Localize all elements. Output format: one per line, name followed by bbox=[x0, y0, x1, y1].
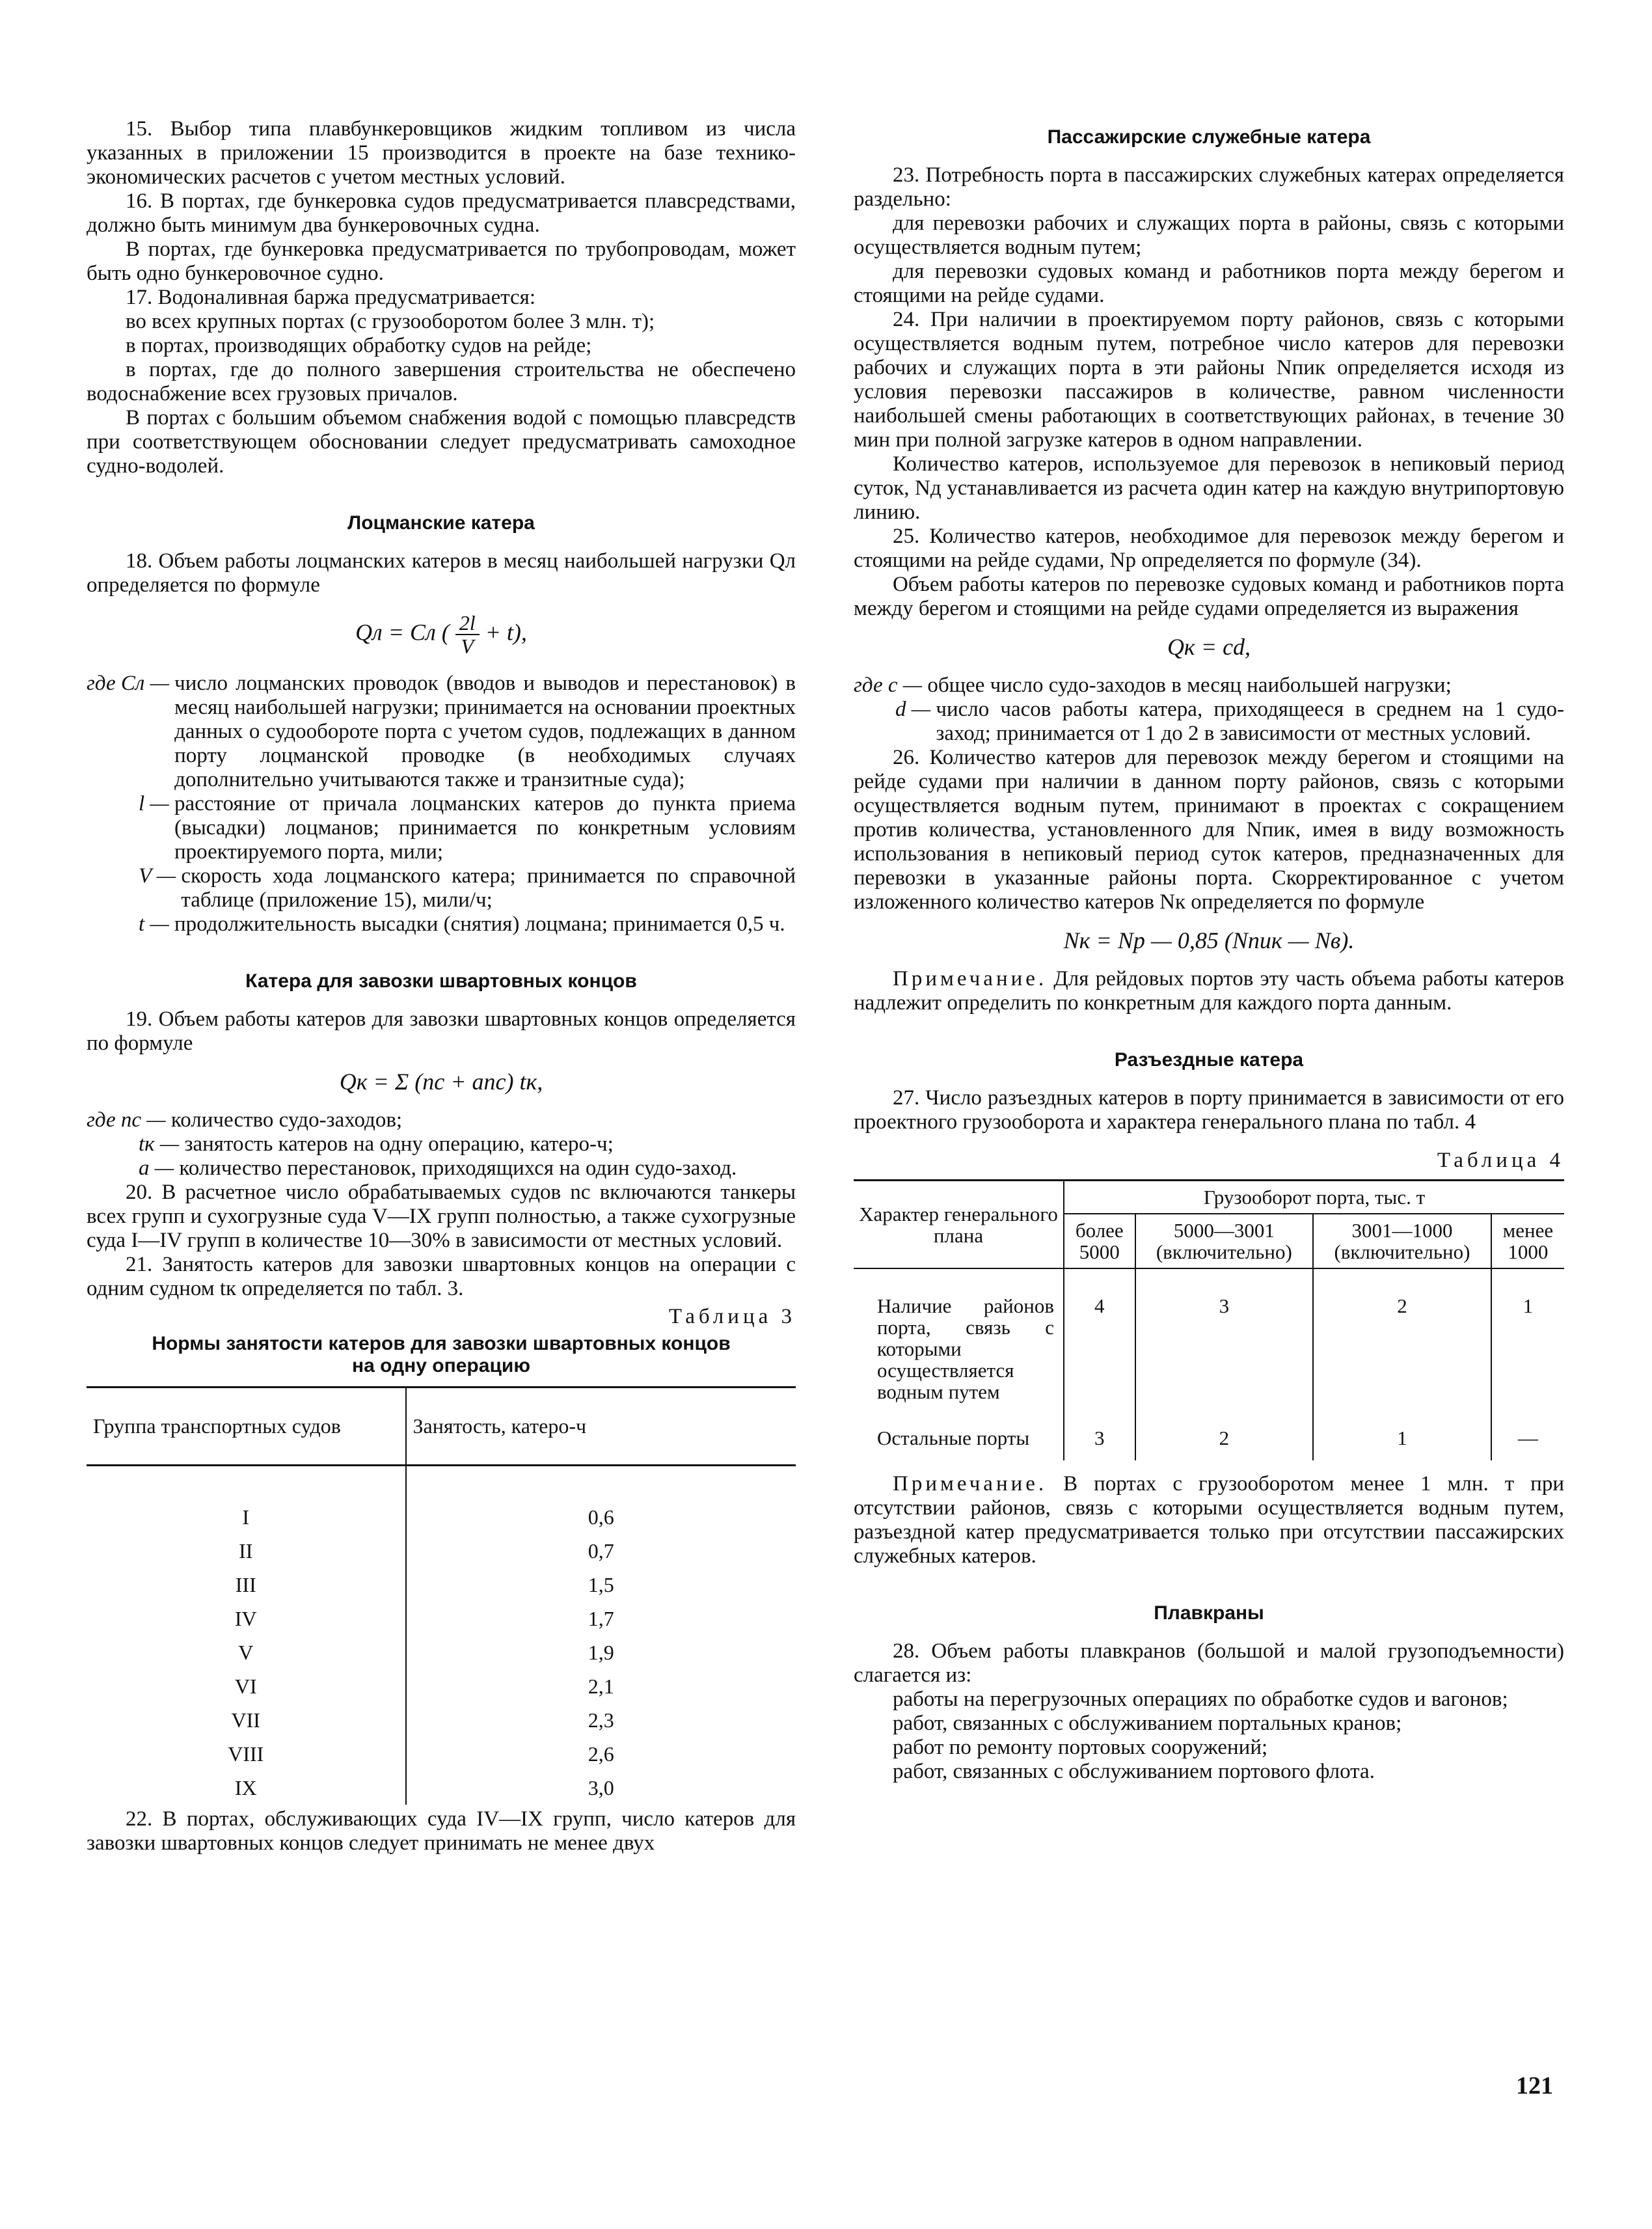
table-4-header-character: Характер генерального плана bbox=[854, 1181, 1064, 1269]
table-4-cell: 2 bbox=[1313, 1268, 1491, 1414]
heading-mooring-boats: Катера для завозки швартовных концов bbox=[245, 970, 637, 992]
table-3-value-cell: 2,6 bbox=[406, 1737, 796, 1771]
heading-pilot-boats: Лоцманские катера bbox=[347, 512, 535, 534]
table-4-row bbox=[854, 1414, 1564, 1460]
paragraph-17: 17. Водоналивная баржа предусматривается: bbox=[126, 286, 536, 309]
formula-19: Qк = Σ (nс + anс) tк, bbox=[339, 1069, 543, 1095]
paragraph-26: 26. Количество катеров для перевозок между берегом и стоящими на рейде судами при наличии в данном порту районов, связь с которыми осуществляется водным путем, принимают в проектах с сокращением против количества, установленного для Nпик, имея в виду возможность использования в непиковый период суток катеров, предназначенных для перевозки в указанные районы порта. Скорректированное с учетом изложенного количество катеров Nк определяется по формуле bbox=[854, 746, 1564, 914]
paragraph-21: 21. Занятость катеров для завозки швартовных концов на операции с одним судном tк определяется по табл. 3. bbox=[87, 1253, 796, 1300]
table-3-group-cell: V bbox=[238, 1641, 254, 1664]
table-row bbox=[87, 1602, 796, 1635]
table-3-value-cell: 1,7 bbox=[406, 1602, 796, 1635]
table-4-col-header: 5000—3001 (включительно) bbox=[1135, 1214, 1314, 1268]
table-row bbox=[87, 1669, 796, 1703]
table-4-col-header: более 5000 bbox=[1064, 1214, 1135, 1268]
definition-item: где nс — количество судо-заходов; bbox=[87, 1108, 403, 1132]
paragraph-24: 24. При наличии в проектируемом порту районов, связь с которыми осуществляется водным путем, потребное число катеров для перевозки рабочих и служащих порта в эти районы Nпик определяется исходя из условия перевозки пассажиров в количестве, равном численности наибольшей смены работающих в соответствующих районах, в течение 30 мин при полной загрузке катеров в одном направлении. bbox=[854, 308, 1564, 452]
table-3-group-cell: III bbox=[235, 1573, 256, 1596]
note-2 bbox=[854, 1472, 1564, 1568]
heading-passenger-boats: Пассажирские служебные катера bbox=[1047, 126, 1371, 148]
table-3-value-cell: 1,9 bbox=[406, 1635, 796, 1669]
table-row bbox=[87, 1466, 796, 1535]
paragraph-23: 23. Потребность порта в пассажирских служебных катерах определяется раздельно: bbox=[854, 163, 1564, 211]
definition-item: где Cл — число лоцманских проводок (вводов и выводов и перестановок) в месяц наибольшей нагрузки; принимается на основании проектных данных о судообороте порта с учетом судов, подлежащих в данном порту лоцманской проводке (в необходимых случаях дополнительно учитываются также и транзитные суда); bbox=[87, 672, 796, 791]
right-column bbox=[854, 117, 1564, 1784]
paragraph-28b: работ, связанных с обслуживанием портальных кранов; bbox=[893, 1712, 1402, 1735]
table-3-value-cell: 2,1 bbox=[406, 1669, 796, 1703]
table-4-number: Таблица 4 bbox=[1437, 1149, 1564, 1172]
heading-travel-boats: Разъездные катера bbox=[1114, 1049, 1304, 1071]
table-3-group-cell: VI bbox=[234, 1675, 257, 1698]
table-4-cell: 1 bbox=[1491, 1268, 1564, 1414]
formula-26: Nк = Nр — 0,85 (Nпик — Nв). bbox=[1063, 927, 1355, 953]
note-1-text: Для рейдовых портов эту часть объема работы катеров надлежит определить по конкретным для каждого порта данным. bbox=[854, 967, 1564, 1015]
paragraph-28a: работы на перегрузочных операциях по обработке судов и вагонов; bbox=[893, 1688, 1508, 1711]
definitions-18 bbox=[87, 672, 796, 937]
definition-item: l — расстояние от причала лоцманских катеров до пункта приема (высадки) лоцманов; принимается по конкретным условиям проектируемого порта, мили; bbox=[139, 792, 796, 864]
definition-item: d — число часов работы катера, приходящееся в среднем на 1 судо-заход; принимается от 1 до 2 в зависимости от местных условий. bbox=[895, 698, 1564, 745]
heading-floating-cranes: Плавкраны bbox=[1154, 1602, 1264, 1624]
formula-18-fraction bbox=[455, 612, 480, 657]
paragraph-16: 16. В портах, где бункеровка судов предусматривается плавсредствами, должно быть минимум два бункеровочных судна. bbox=[87, 189, 796, 237]
table-3-value-cell: 3,0 bbox=[406, 1771, 796, 1805]
paragraph-19: 19. Объем работы катеров для завозки швартовных концов определяется по формуле bbox=[87, 1007, 796, 1055]
paragraph-17a: во всех крупных портах (с грузооборотом более 3 млн. т); bbox=[126, 310, 655, 333]
note-1 bbox=[854, 967, 1564, 1015]
paragraph-20: 20. В расчетное число обрабатываемых судов nс включаются танкеры всех групп и сухогрузные суда V—IX групп полностью, а также сухогрузные суда I—IV групп в количестве 10—30% в зависимости от местных условий. bbox=[87, 1181, 796, 1252]
table-row bbox=[87, 1568, 796, 1602]
table-4-row-label: Остальные порты bbox=[877, 1427, 1030, 1449]
note-1-label: Примечание. bbox=[893, 967, 1048, 991]
table-3-body bbox=[87, 1466, 796, 1805]
paragraph-28c: работ по ремонту портовых сооружений; bbox=[893, 1736, 1268, 1759]
table-3-value-cell: 0,7 bbox=[406, 1534, 796, 1568]
table-row bbox=[87, 1703, 796, 1737]
table-4-cell: 2 bbox=[1135, 1414, 1314, 1460]
table-3-group-cell: I bbox=[242, 1505, 250, 1529]
definitions-25 bbox=[854, 674, 1564, 746]
table-4-cell: 3 bbox=[1064, 1414, 1135, 1460]
table-4-row-label: Наличие районов порта, связь с которыми осуществляется водным путем bbox=[877, 1294, 1054, 1403]
definition-item: где c — общее число судо-заходов в месяц наибольшей нагрузки; bbox=[854, 674, 1452, 697]
table-3-header-occupancy: Занятость, катеро-ч bbox=[406, 1388, 796, 1466]
table-4-col-header: менее 1000 bbox=[1491, 1214, 1564, 1268]
table-4-cell: 1 bbox=[1313, 1414, 1491, 1460]
paragraph-24b: Количество катеров, используемое для перевозок в непиковый период суток, Nд устанавливается из расчета один катер на каждую внутрипортовую линию. bbox=[854, 452, 1564, 524]
paragraph-15: 15. Выбор типа плавбункеровщиков жидким топливом из числа указанных в приложении 15 производится в проекте на базе технико-экономических расчетов с учетом местных условий. bbox=[87, 117, 796, 189]
formula-18-numerator: 2l bbox=[455, 612, 480, 635]
table-3-group-cell: II bbox=[239, 1539, 253, 1563]
left-column bbox=[87, 117, 796, 1855]
table-3-group-cell: VIII bbox=[228, 1742, 264, 1766]
table-4-cell: 4 bbox=[1064, 1268, 1135, 1414]
paragraph-23b: для перевозки судовых команд и работников порта между берегом и стоящими на рейде судами. bbox=[854, 260, 1564, 307]
note-2-text: В портах с грузооборотом менее 1 млн. т при отсутствии районов, связь с которыми осуществляется водным путем, разъездной катер предусматривается только при отсутствии пассажирских служебных катеров. bbox=[854, 1472, 1564, 1568]
table-row bbox=[87, 1635, 796, 1669]
table-row bbox=[87, 1534, 796, 1568]
table-row bbox=[87, 1771, 796, 1805]
paragraph-18: 18. Объем работы лоцманских катеров в месяц наибольшей нагрузки Qл определяется по формуле bbox=[87, 549, 796, 597]
page-number: 121 bbox=[1516, 2072, 1553, 2099]
table-3-value-cell: 0,6 bbox=[406, 1466, 796, 1535]
paragraph-25: 25. Количество катеров, необходимое для перевозок между берегом и стоящими на рейде судами, Nр определяется по формуле (34). bbox=[854, 525, 1564, 572]
table-3-title: Нормы занятости катеров для завозки швартовных концов на одну операцию bbox=[152, 1333, 731, 1376]
table-4-header-turnover: Грузооборот порта, тыс. т bbox=[1064, 1181, 1564, 1214]
table-3-group-cell: IX bbox=[234, 1776, 257, 1799]
paragraph-27: 27. Число разъездных катеров в порту принимается в зависимости от его проектного грузооборота и характера генерального плана по табл. 4 bbox=[854, 1086, 1564, 1134]
paragraph-25b: Объем работы катеров по перевозке судовых команд и работников порта между берегом и стоящими на рейде судами определяется из выражения bbox=[854, 573, 1564, 620]
formula-18 bbox=[87, 612, 796, 657]
definitions-19 bbox=[87, 1108, 796, 1181]
table-4 bbox=[854, 1179, 1564, 1460]
formula-18-lhs: Qл = Cл ( bbox=[355, 619, 450, 646]
table-3-group-cell: IV bbox=[234, 1607, 257, 1630]
paragraph-17b: в портах, производящих обработку судов на рейде; bbox=[126, 334, 592, 357]
formula-25: Qк = cd, bbox=[1167, 634, 1251, 660]
table-row bbox=[87, 1737, 796, 1771]
paragraph-22: 22. В портах, обслуживающих суда IV—IX групп, число катеров для завозки швартовных концов следует принимать не менее двух bbox=[87, 1807, 796, 1855]
formula-18-rhs: + t), bbox=[485, 619, 527, 646]
definition-item: a — количество перестановок, приходящихся на один судо-заход. bbox=[139, 1156, 737, 1180]
paragraph-17c: в портах, где до полного завершения строительства не обеспечено водоснабжение всех грузовых причалов. bbox=[87, 358, 796, 405]
paragraph-28: 28. Объем работы плавкранов (большой и малой грузоподъемности) слагается из: bbox=[854, 1639, 1564, 1687]
table-4-row bbox=[854, 1268, 1564, 1414]
table-3-header-group: Группа транспортных судов bbox=[87, 1388, 406, 1466]
note-2-label: Примечание. bbox=[893, 1472, 1048, 1496]
table-4-cell: — bbox=[1491, 1414, 1564, 1460]
definition-item: tк — занятость катеров на одну операцию, катеро-ч; bbox=[139, 1132, 614, 1156]
formula-18-denominator: V bbox=[461, 635, 474, 658]
definition-item: V — скорость хода лоцманского катера; принимается по справочной таблице (приложение 15), мили/ч; bbox=[139, 864, 796, 912]
table-3-value-cell: 1,5 bbox=[406, 1568, 796, 1602]
table-3-number: Таблица 3 bbox=[668, 1305, 796, 1328]
paragraph-16b: В портах, где бункеровка предусматривается по трубопроводам, может быть одно бункеровочное судно. bbox=[87, 238, 796, 285]
paragraph-17d: В портах с большим объемом снабжения водой с помощью плавсредств при соответствующем обосновании следует предусматривать самоходное судно-водолей. bbox=[87, 406, 796, 478]
table-3-group-cell: VII bbox=[231, 1708, 260, 1732]
table-4-cell: 3 bbox=[1135, 1268, 1314, 1414]
table-3-value-cell: 2,3 bbox=[406, 1703, 796, 1737]
paragraph-28d: работ, связанных с обслуживанием портового флота. bbox=[893, 1760, 1375, 1783]
definition-item: t — продолжительность высадки (снятия) лоцмана; принимается 0,5 ч. bbox=[139, 912, 785, 936]
table-4-col-header: 3001—1000 (включительно) bbox=[1313, 1214, 1491, 1268]
paragraph-23a: для перевозки рабочих и служащих порта в районы, связь с которыми осуществляется водным путем; bbox=[854, 212, 1564, 259]
table-3 bbox=[87, 1386, 796, 1805]
